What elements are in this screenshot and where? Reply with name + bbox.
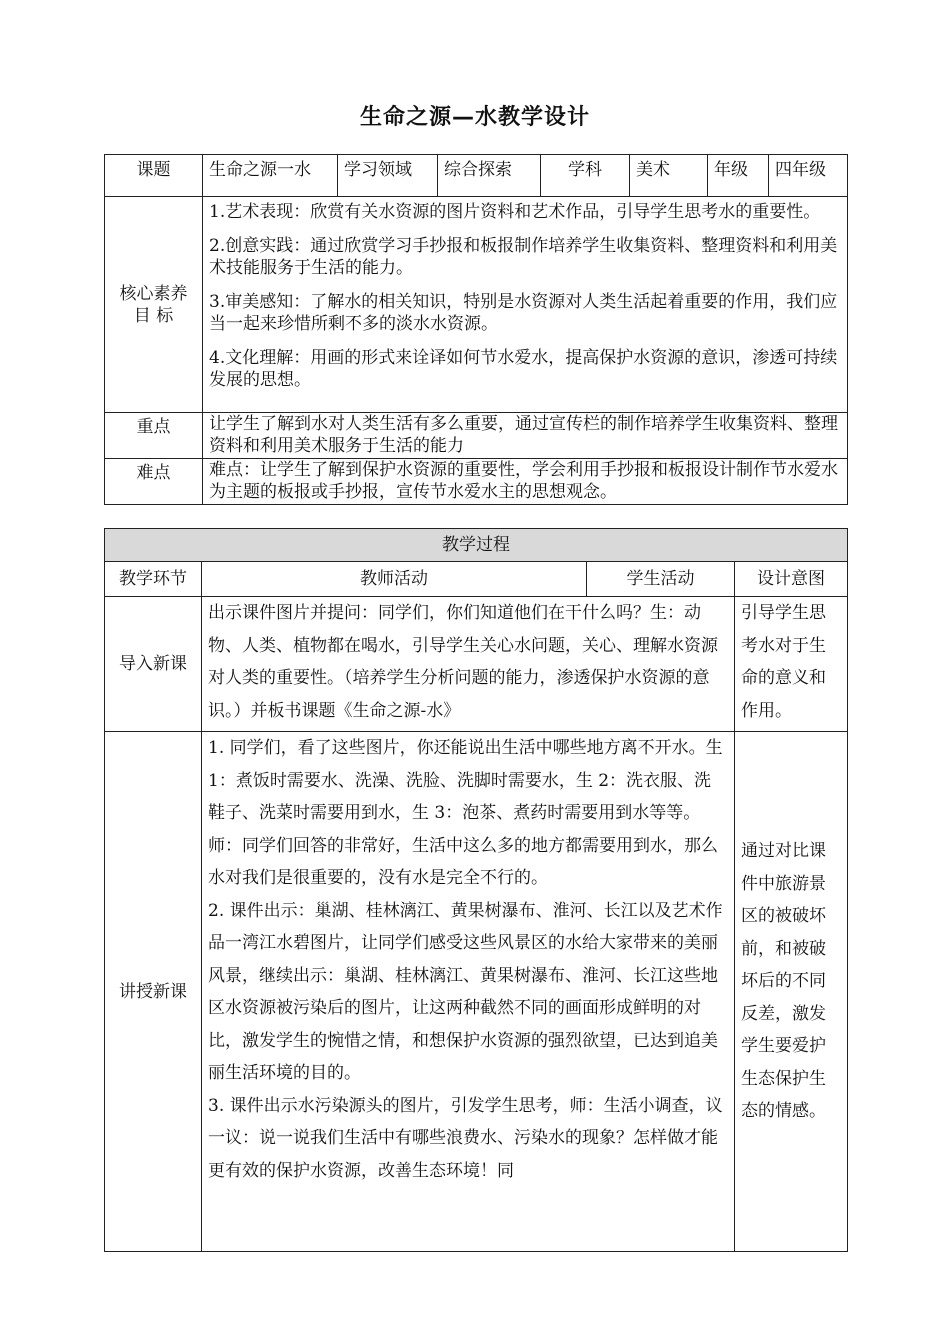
goal-item: 2.创意实践：通过欣赏学习手抄报和板报制作培养学生收集资料、整理资料和利用美术技能服务于生活的能力。: [209, 236, 838, 278]
stage-intro: 导入新课: [105, 597, 202, 732]
teacher-activity-intro: 出示课件图片并提问：同学们，你们知道他们在干什么吗？生：动物、人类、植物都在喝水，引导学生关心水问题，关心、理解水资源对人类的重要性。（培养学生分析问题的能力，渗透保护水资源的意识。）并板书课题《生命之源-水》: [202, 597, 735, 732]
difficult-point-text: 难点：让学生了解到保护水资源的重要性，学会利用手抄报和板报设计制作节水爱水为主题的板报或手抄报，宣传节水爱水主的思想观念。: [203, 459, 848, 505]
stage-new-lesson: 讲授新课: [105, 732, 202, 1252]
col-student-activity: 学生活动: [587, 562, 735, 597]
value-topic: 生命之源一水: [203, 155, 338, 197]
col-design-intent: 设计意图: [735, 562, 848, 597]
goal-item: 1.艺术表现：欣赏有关水资源的图片资料和艺术作品，引导学生思考水的重要性。: [209, 202, 821, 222]
activity-step: 2. 课件出示：巢湖、桂林漓江、黄果树瀑布、淮河、长江以及艺术作品一湾江水碧图片，让同学们感受这些风景区的水给大家带来的美丽风景，继续出示：巢湖、桂林漓江、黄果树瀑布、淮河、长江这些地区水资源被污染后的图片，让这两种截然不同的画面形成鲜明的对比，激发学生的惋惜之情，和想保护水资源的强烈欲望，已达到追美丽生活环境的目的。: [208, 900, 723, 1083]
design-intent-new-lesson: [735, 732, 848, 1252]
course-info-table: [104, 154, 848, 505]
core-literacy-label: [105, 197, 203, 413]
activity-step: 3. 课件出示水污染源头的图片，引发学生思考，师：生活小调查，议一议：说一说我们生活中有哪些浪费水、污染水的现象？怎样做才能更有效的保护水资源，改善生态环境！同: [208, 1095, 723, 1181]
goal-item: 3.审美感知：了解水的相关知识，特别是水资源对人类生活起着重要的作用，我们应当一起来珍惜所剩不多的淡水水资源。: [209, 292, 838, 334]
goal-item: 4.文化理解：用画的形式来诠译如何节水爱水，提高保护水资源的意识，渗透可持续发展的思想。: [209, 348, 838, 390]
core-literacy-label-text: 核心素养目 标: [119, 283, 188, 326]
key-point-text: 让学生了解到水对人类生活有多么重要，通过宣传栏的制作培养学生收集资料、整理资料和利用美术服务于生活的能力: [203, 413, 848, 459]
design-intent-text: 通过对比课件中旅游景区的被破坏前，和被破坏后的不同反差，激发学生要爱护生态保护生态的情感。: [741, 841, 826, 1122]
value-grade: 四年级: [769, 155, 848, 197]
label-field: 学习领域: [338, 155, 438, 197]
core-literacy-goals: [203, 197, 848, 413]
process-header: 教学过程: [105, 529, 848, 562]
value-subject: 美术: [630, 155, 708, 197]
label-subject: 学科: [541, 155, 630, 197]
design-intent-intro: 引导学生思考水对于生命的意义和作用。: [735, 597, 848, 732]
page-title: 生命之源—水教学设计: [359, 105, 590, 130]
label-topic: 课题: [105, 155, 203, 197]
key-point-label: 重点: [105, 413, 203, 459]
col-stage: 教学环节: [105, 562, 202, 597]
label-grade: 年级: [708, 155, 769, 197]
teacher-activity-new-lesson: [202, 732, 735, 1252]
value-field: 综合探索: [438, 155, 541, 197]
col-teacher-activity: 教师活动: [202, 562, 587, 597]
teaching-process-table: [104, 528, 848, 1252]
activity-step: 1. 同学们，看了这些图片，你还能说出生活中哪些地方离不开水。生 1：煮饭时需要水、洗澡、洗脸、洗脚时需要水，生 2：洗衣服、洗鞋子、洗菜时需要用到水，生 3：泡茶、煮药时需要用到水等等。师：同学们回答的非常好，生活中这么多的地方都需要用到水，那么水对我们是很重要的，没有水是完全不行的。: [208, 738, 723, 888]
difficult-point-label: 难点: [105, 459, 203, 505]
